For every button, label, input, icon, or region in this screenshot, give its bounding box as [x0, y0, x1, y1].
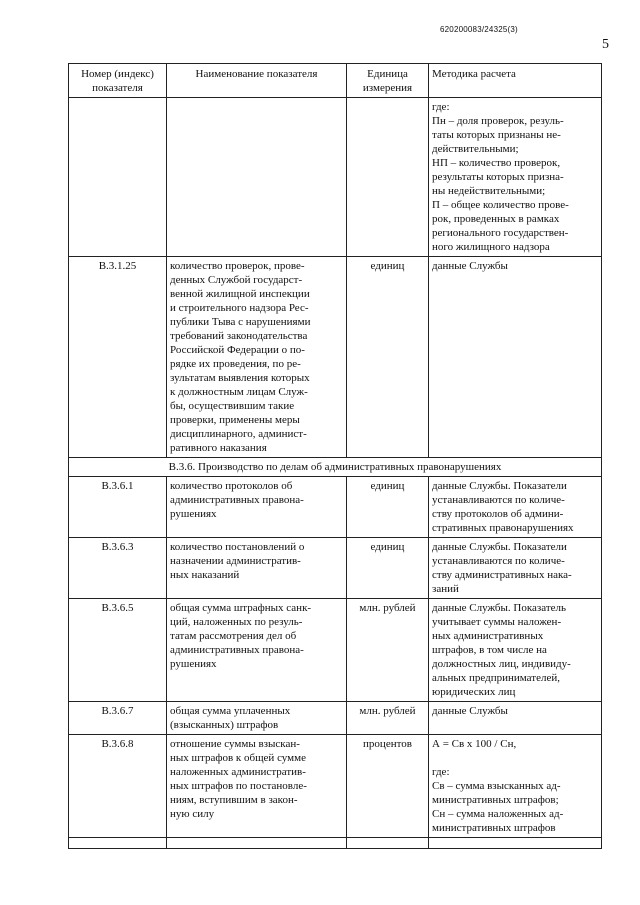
method-cell: данные Службы. Показатели устанавливаются по количе- ству административных нака- заний [429, 538, 602, 599]
name-cell: количество проверок, прове- денных Службой государст- венной жилищной инспекции и строительного надзора Рес- публики Тыва с нарушениями требований законодательства Российской Федерации о по- рядке их проведения, по ре- зультатам выявления которых к должностным лицам Служ- бы, осуществившим такие проверки, применены меры дисциплинарного, админист- ративного наказания [167, 257, 347, 458]
cell-empty [347, 838, 429, 849]
cell-empty [167, 98, 347, 257]
column-header-method: Методика расчета [429, 64, 602, 98]
column-header-unit: Единица измерения [347, 64, 429, 98]
method-cell: данные Службы [429, 702, 602, 735]
unit-cell: единиц [347, 257, 429, 458]
method-cell: А = Св х 100 / Сн, где: Св – сумма взысканных ад- министративных штрафов; Сн – сумма наложенных ад- министративных штрафов [429, 735, 602, 838]
unit-cell: единиц [347, 538, 429, 599]
table-row-continuation [69, 98, 602, 257]
index-cell: В.3.6.1 [69, 477, 167, 538]
table-row [69, 477, 602, 538]
unit-cell: млн. рублей [347, 599, 429, 702]
table-row [69, 735, 602, 838]
method-cell: где: Пн – доля проверок, резуль- таты которых признаны не- действительными; НП – количество проверок, результаты которых призна- ны недействительными; П – общее количество прове- рок, проведенных в рамках регионального государствен- ного жилищного надзора [429, 98, 602, 257]
index-cell: В.3.6.8 [69, 735, 167, 838]
name-cell: отношение суммы взыскан- ных штрафов к общей сумме наложенных административ- ных штрафов по постановле- ниям, вступившим в закон- ную силу [167, 735, 347, 838]
name-cell: общая сумма уплаченных (взысканных) штрафов [167, 702, 347, 735]
index-cell: В.3.1.25 [69, 257, 167, 458]
page-number: 5 [602, 37, 609, 52]
method-cell: данные Службы. Показатели устанавливаются по количе- ству протоколов об админи- стративных правонарушениях [429, 477, 602, 538]
cell-empty [69, 838, 167, 849]
cell-empty [69, 98, 167, 257]
index-cell: В.3.6.3 [69, 538, 167, 599]
unit-cell: единиц [347, 477, 429, 538]
table-header-row [69, 64, 602, 98]
table-row [69, 702, 602, 735]
name-cell: количество постановлений о назначении административ- ных наказаний [167, 538, 347, 599]
section-heading: В.3.6. Производство по делам об административных правонарушениях [69, 458, 602, 477]
cell-empty [347, 98, 429, 257]
unit-cell: млн. рублей [347, 702, 429, 735]
table-row-blank [69, 838, 602, 849]
column-header-index: Номер (индекс) показателя [69, 64, 167, 98]
method-cell: данные Службы. Показатель учитывает суммы наложен- ных административных штрафов, в том числе на должностных лиц, индивиду- альных предпринимателей, юридических лиц [429, 599, 602, 702]
name-cell: количество протоколов об административных правона- рушениях [167, 477, 347, 538]
cell-empty [429, 838, 602, 849]
table-row [69, 538, 602, 599]
name-cell: общая сумма штрафных санк- ций, наложенных по резуль- татам рассмотрения дел об административных правона- рушениях [167, 599, 347, 702]
indicators-table [68, 63, 602, 849]
cell-empty [167, 838, 347, 849]
method-cell: данные Службы [429, 257, 602, 458]
section-heading-row [69, 458, 602, 477]
table-row [69, 257, 602, 458]
document-code: 620200083/24325(3) [440, 25, 518, 34]
index-cell: В.3.6.7 [69, 702, 167, 735]
unit-cell: процентов [347, 735, 429, 838]
column-header-name: Наименование показателя [167, 64, 347, 98]
index-cell: В.3.6.5 [69, 599, 167, 702]
table-row [69, 599, 602, 702]
